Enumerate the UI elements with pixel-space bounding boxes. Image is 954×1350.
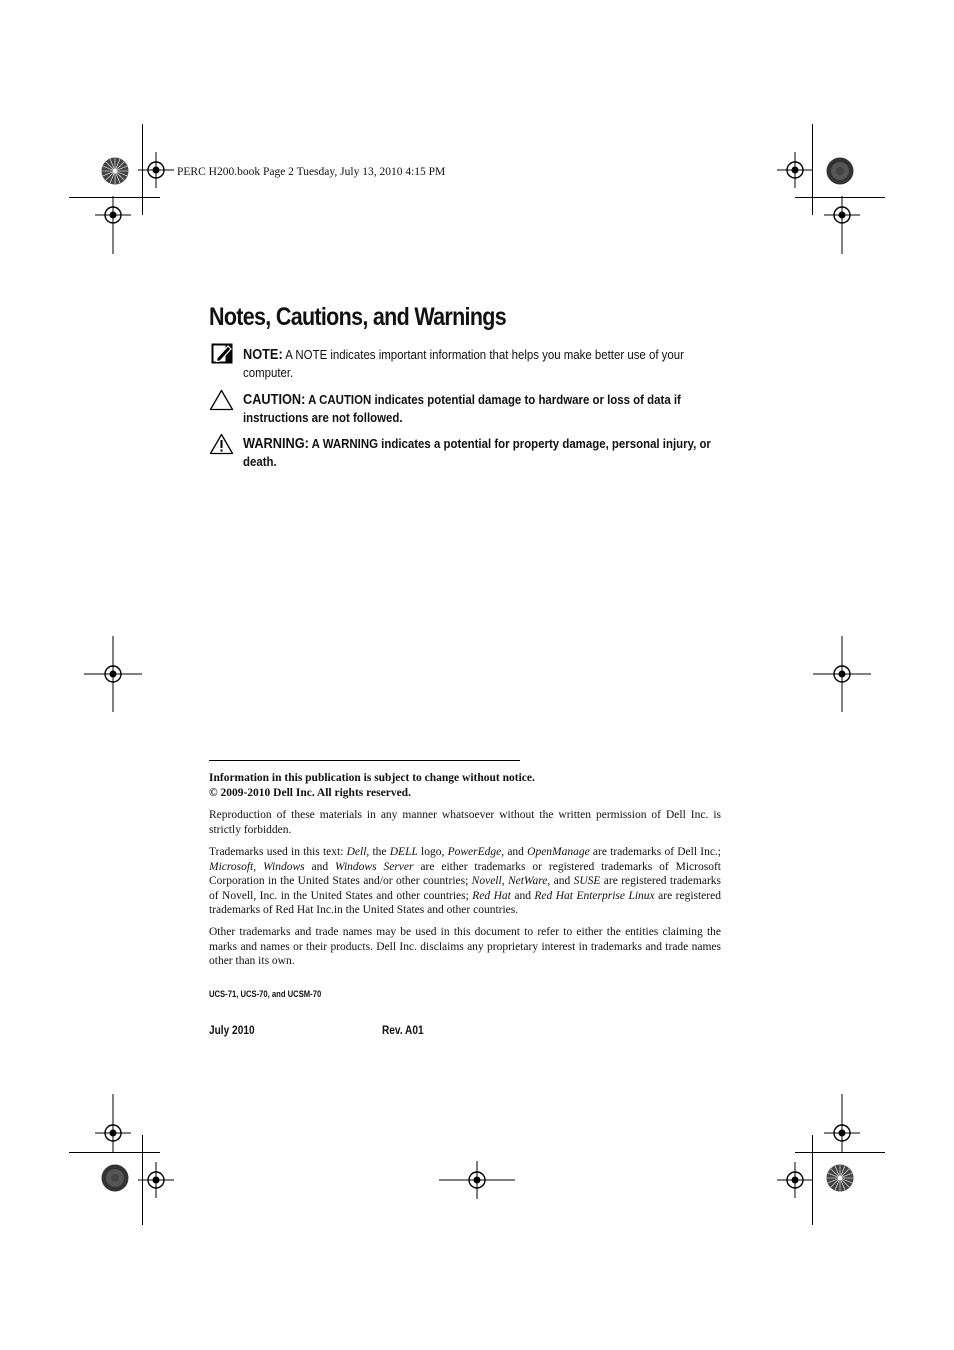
warning-notice [243, 435, 718, 470]
registration-mark-icon [94, 1094, 132, 1152]
tm-novell: Novell [471, 875, 502, 888]
registration-mark-icon [94, 196, 132, 254]
tm-redhat: Red Hat [472, 889, 511, 902]
registration-mark-icon [823, 196, 861, 254]
page-title: Notes, Cautions, and Warnings [209, 303, 506, 331]
crop-line [69, 1152, 160, 1153]
note-text: A NOTE indicates important information that helps you make better use of your computer. [243, 347, 684, 380]
publication-date: July 2010 [209, 1025, 255, 1037]
change-notice: Information in this publication is subject to change without notice. [209, 772, 535, 784]
tm-text: are registered trademarks of Novell, Inc. in the United States and other countries; [209, 875, 722, 902]
caution-notice [243, 391, 718, 426]
legal-divider [209, 760, 520, 761]
tm-text: logo, [417, 846, 448, 858]
tm-text: , the [366, 846, 390, 858]
registration-mark-icon [776, 151, 814, 189]
tm-text: and [304, 860, 336, 873]
warning-label: WARNING: [243, 436, 309, 452]
color-wheel-icon [101, 157, 129, 185]
color-wheel-icon [826, 157, 854, 185]
model-numbers: UCS-71, UCS-70, and UCSM-70 [209, 989, 322, 999]
registration-mark-icon [813, 636, 871, 712]
tm-poweredge: PowerEdge [447, 846, 502, 858]
tm-redhat-linux: Red Hat Enterprise Linux [534, 889, 655, 902]
tm-suse: SUSE [573, 875, 601, 888]
registration-mark-icon [137, 151, 175, 189]
trademarks-paragraph [209, 845, 721, 918]
registration-mark-icon [84, 636, 142, 712]
caution-triangle-icon [209, 389, 234, 411]
tm-text: and [510, 889, 535, 902]
tm-text: , [501, 875, 508, 888]
crop-line [795, 1152, 885, 1153]
tm-text: Trademarks used in this text: [209, 846, 347, 858]
revision: Rev. A01 [382, 1025, 424, 1037]
registration-mark-icon [439, 1161, 515, 1199]
pencil-note-icon [211, 343, 233, 364]
tm-dell: Dell [346, 846, 367, 858]
tm-openmanage: OpenManage [527, 846, 590, 858]
tm-text: are registered trademarks of Red Hat Inc.in the United States and other countries. [209, 889, 721, 917]
book-slug: PERC H200.book Page 2 Tuesday, July 13, 2010 4:15 PM [177, 166, 446, 178]
note-label: NOTE: [243, 347, 283, 363]
tm-windows-server: Windows Server [335, 860, 414, 873]
color-wheel-icon [826, 1164, 854, 1192]
tm-text: , and [501, 846, 528, 858]
other-trademarks-paragraph: Other trademarks and trade names may be used in this document to refer to either the entities claiming the marks and names or their products. Dell Inc. disclaims any proprietary interest in trademarks and trade names other than its own. [209, 926, 721, 968]
tm-text: are trademarks of Dell Inc.; [589, 846, 721, 858]
tm-netware: NetWare, [507, 875, 551, 888]
tm-text: are either trademarks or registered trademarks of Microsoft Corporation in the United States and/or other countries; [209, 860, 721, 888]
tm-text: and [550, 875, 574, 888]
legal-notice [209, 771, 721, 800]
note-notice [243, 346, 718, 381]
tm-dell-logo: DELL [389, 846, 418, 858]
registration-mark-icon [823, 1094, 861, 1152]
registration-mark-icon [137, 1161, 175, 1199]
tm-microsoft: Microsoft, Windows [209, 860, 305, 873]
color-wheel-icon [101, 1164, 129, 1192]
caution-text: A CAUTION indicates potential damage to hardware or loss of data if instructions are not followed. [243, 392, 681, 425]
reproduction-paragraph: Reproduction of these materials in any manner whatsoever without the written permission of Dell Inc. is strictly forbidden. [209, 809, 721, 836]
copyright: © 2009-2010 Dell Inc. All rights reserved. [209, 786, 411, 799]
caution-label: CAUTION: [243, 392, 306, 408]
warning-text: A WARNING indicates a potential for property damage, personal injury, or death. [243, 436, 711, 469]
registration-mark-icon [776, 1161, 814, 1199]
warning-triangle-icon [209, 433, 234, 455]
